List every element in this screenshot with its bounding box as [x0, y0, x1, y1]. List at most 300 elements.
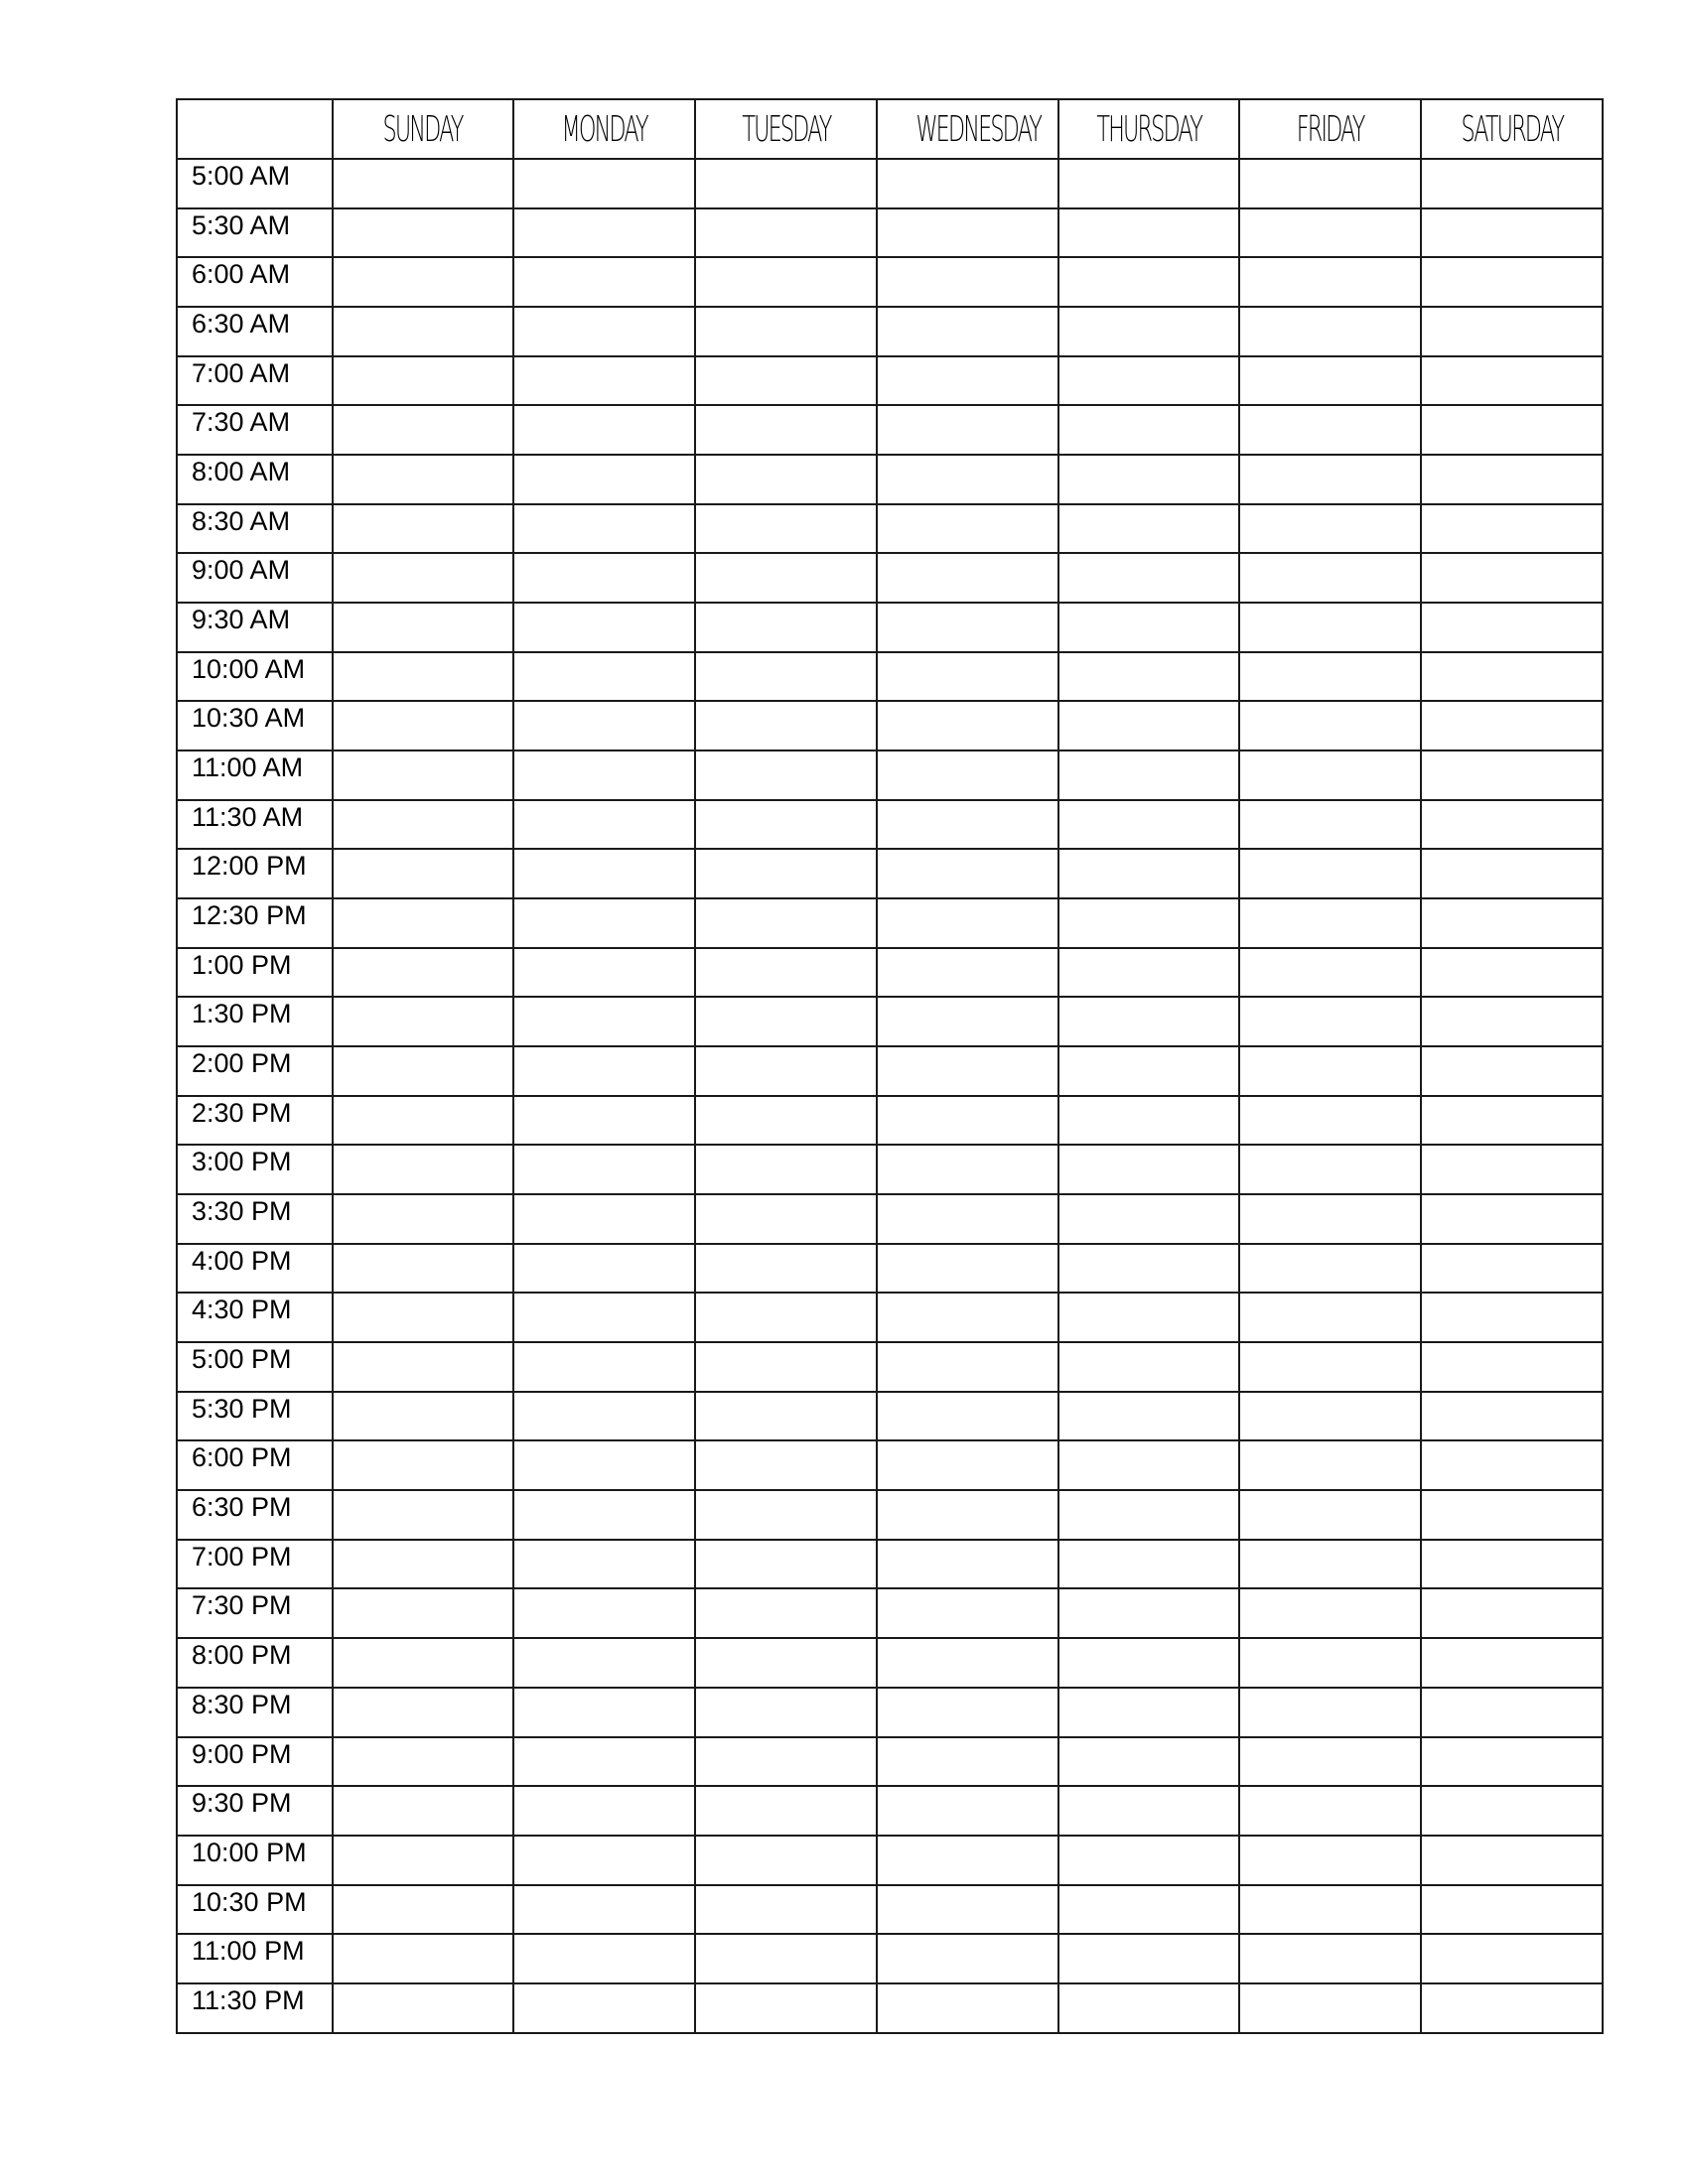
time-label: 10:30 AM: [177, 701, 333, 751]
schedule-cell[interactable]: [333, 1885, 514, 1935]
schedule-cell[interactable]: [513, 1244, 695, 1294]
schedule-cell[interactable]: [877, 603, 1058, 652]
schedule-cell[interactable]: [1421, 1540, 1603, 1589]
schedule-cell[interactable]: [1058, 405, 1240, 455]
schedule-cell[interactable]: [333, 1934, 514, 1983]
schedule-cell[interactable]: [333, 257, 514, 307]
schedule-cell[interactable]: [695, 504, 877, 554]
time-label: 11:30 AM: [177, 800, 333, 850]
schedule-cell[interactable]: [1421, 1588, 1603, 1638]
schedule-cell[interactable]: [333, 455, 514, 504]
schedule-cell[interactable]: [1058, 800, 1240, 850]
schedule-cell[interactable]: [333, 898, 514, 948]
schedule-cell[interactable]: [1058, 1096, 1240, 1146]
schedule-cell[interactable]: [695, 1244, 877, 1294]
schedule-cell[interactable]: [695, 1836, 877, 1885]
schedule-cell[interactable]: [1421, 1293, 1603, 1342]
schedule-cell[interactable]: [513, 1490, 695, 1540]
schedule-cell[interactable]: [1421, 1244, 1603, 1294]
schedule-cell[interactable]: [513, 701, 695, 751]
schedule-cell[interactable]: [513, 1934, 695, 1983]
schedule-cell[interactable]: [1058, 1342, 1240, 1392]
schedule-cell[interactable]: [333, 208, 514, 258]
schedule-cell[interactable]: [513, 652, 695, 702]
schedule-cell[interactable]: [1239, 1885, 1421, 1935]
schedule-cell[interactable]: [333, 652, 514, 702]
schedule-cell[interactable]: [513, 1046, 695, 1096]
schedule-cell[interactable]: [1239, 652, 1421, 702]
schedule-cell[interactable]: [333, 159, 514, 208]
schedule-cell[interactable]: [1239, 1983, 1421, 2033]
schedule-cell[interactable]: [877, 1046, 1058, 1096]
schedule-cell[interactable]: [1239, 159, 1421, 208]
schedule-cell[interactable]: [333, 1786, 514, 1836]
schedule-cell[interactable]: [1239, 1244, 1421, 1294]
schedule-cell[interactable]: [333, 751, 514, 800]
schedule-cell[interactable]: [333, 997, 514, 1046]
schedule-cell[interactable]: [695, 1638, 877, 1688]
schedule-cell[interactable]: [333, 1096, 514, 1146]
schedule-cell[interactable]: [1421, 1688, 1603, 1737]
schedule-cell[interactable]: [1239, 948, 1421, 998]
schedule-cell[interactable]: [333, 1588, 514, 1638]
schedule-cell[interactable]: [1239, 1046, 1421, 1096]
schedule-cell[interactable]: [1058, 948, 1240, 998]
schedule-cell[interactable]: [1421, 307, 1603, 356]
schedule-cell[interactable]: [513, 849, 695, 898]
time-slot-row: [177, 948, 1603, 998]
schedule-cell[interactable]: [877, 455, 1058, 504]
schedule-cell[interactable]: [877, 948, 1058, 998]
schedule-cell[interactable]: [1421, 1096, 1603, 1146]
schedule-cell[interactable]: [1421, 159, 1603, 208]
schedule-cell[interactable]: [695, 1688, 877, 1737]
schedule-cell[interactable]: [1239, 1293, 1421, 1342]
schedule-cell[interactable]: [1421, 553, 1603, 603]
schedule-cell[interactable]: [877, 1145, 1058, 1194]
schedule-cell[interactable]: [513, 1688, 695, 1737]
schedule-cell[interactable]: [1058, 849, 1240, 898]
schedule-cell[interactable]: [1421, 1638, 1603, 1688]
time-slot-row: [177, 898, 1603, 948]
schedule-cell[interactable]: [333, 307, 514, 356]
day-header-thursday: [1058, 99, 1240, 159]
schedule-cell[interactable]: [695, 751, 877, 800]
schedule-cell[interactable]: [513, 1983, 695, 2033]
schedule-cell[interactable]: [1421, 1934, 1603, 1983]
schedule-cell[interactable]: [333, 1540, 514, 1589]
schedule-cell[interactable]: [1239, 257, 1421, 307]
schedule-cell[interactable]: [877, 1293, 1058, 1342]
schedule-cell[interactable]: [1239, 504, 1421, 554]
schedule-cell[interactable]: [695, 898, 877, 948]
schedule-cell[interactable]: [513, 455, 695, 504]
time-label: 7:30 PM: [177, 1588, 333, 1638]
schedule-cell[interactable]: [333, 1983, 514, 2033]
schedule-cell[interactable]: [695, 1046, 877, 1096]
schedule-cell[interactable]: [1421, 1440, 1603, 1490]
schedule-cell[interactable]: [877, 1244, 1058, 1294]
schedule-cell[interactable]: [513, 1096, 695, 1146]
schedule-cell[interactable]: [333, 800, 514, 850]
schedule-cell[interactable]: [333, 1145, 514, 1194]
schedule-cell[interactable]: [513, 1194, 695, 1244]
schedule-cell[interactable]: [877, 553, 1058, 603]
schedule-cell[interactable]: [1239, 1836, 1421, 1885]
schedule-cell[interactable]: [695, 603, 877, 652]
schedule-cell[interactable]: [877, 1440, 1058, 1490]
schedule-cell[interactable]: [1239, 1638, 1421, 1688]
schedule-cell[interactable]: [877, 898, 1058, 948]
schedule-cell[interactable]: [333, 356, 514, 406]
schedule-cell[interactable]: [333, 405, 514, 455]
schedule-cell[interactable]: [695, 1540, 877, 1589]
schedule-cell[interactable]: [695, 1588, 877, 1638]
schedule-cell[interactable]: [1058, 1786, 1240, 1836]
schedule-cell[interactable]: [1239, 1490, 1421, 1540]
time-slot-row: [177, 1836, 1603, 1885]
schedule-cell[interactable]: [1058, 356, 1240, 406]
schedule-cell[interactable]: [1421, 1342, 1603, 1392]
schedule-cell[interactable]: [1058, 1688, 1240, 1737]
time-label: 7:00 AM: [177, 356, 333, 406]
schedule-cell[interactable]: [695, 1885, 877, 1935]
schedule-cell[interactable]: [513, 208, 695, 258]
schedule-cell[interactable]: [695, 1145, 877, 1194]
schedule-cell[interactable]: [877, 652, 1058, 702]
schedule-cell[interactable]: [1058, 997, 1240, 1046]
schedule-cell[interactable]: [1239, 1440, 1421, 1490]
schedule-cell[interactable]: [1239, 1786, 1421, 1836]
schedule-cell[interactable]: [1058, 504, 1240, 554]
schedule-cell[interactable]: [513, 1885, 695, 1935]
schedule-cell[interactable]: [1421, 208, 1603, 258]
schedule-cell[interactable]: [1239, 405, 1421, 455]
schedule-cell[interactable]: [695, 1194, 877, 1244]
schedule-cell[interactable]: [1058, 1145, 1240, 1194]
schedule-cell[interactable]: [1421, 356, 1603, 406]
schedule-cell[interactable]: [877, 1490, 1058, 1540]
schedule-cell[interactable]: [333, 1440, 514, 1490]
schedule-cell[interactable]: [695, 159, 877, 208]
schedule-cell[interactable]: [1239, 307, 1421, 356]
schedule-cell[interactable]: [695, 997, 877, 1046]
schedule-cell[interactable]: [1239, 997, 1421, 1046]
schedule-cell[interactable]: [1058, 1737, 1240, 1787]
schedule-cell[interactable]: [877, 701, 1058, 751]
schedule-cell[interactable]: [1421, 849, 1603, 898]
schedule-cell[interactable]: [1058, 1392, 1240, 1441]
schedule-cell[interactable]: [333, 1194, 514, 1244]
schedule-cell[interactable]: [1058, 1588, 1240, 1638]
time-slot-row: [177, 405, 1603, 455]
time-slot-row: [177, 1194, 1603, 1244]
schedule-cell[interactable]: [695, 701, 877, 751]
schedule-cell[interactable]: [1421, 257, 1603, 307]
schedule-cell[interactable]: [1058, 1885, 1240, 1935]
schedule-cell[interactable]: [513, 257, 695, 307]
schedule-cell[interactable]: [1058, 257, 1240, 307]
schedule-cell[interactable]: [513, 751, 695, 800]
schedule-cell[interactable]: [513, 159, 695, 208]
schedule-cell[interactable]: [695, 208, 877, 258]
schedule-cell[interactable]: [513, 1737, 695, 1787]
time-slot-row: [177, 1737, 1603, 1787]
schedule-cell[interactable]: [333, 553, 514, 603]
schedule-cell[interactable]: [695, 948, 877, 998]
time-slot-row: [177, 849, 1603, 898]
schedule-cell[interactable]: [695, 652, 877, 702]
schedule-cell[interactable]: [1421, 1046, 1603, 1096]
schedule-cell[interactable]: [513, 1392, 695, 1441]
schedule-cell[interactable]: [1239, 1934, 1421, 1983]
time-label: 4:30 PM: [177, 1293, 333, 1342]
schedule-cell[interactable]: [333, 1490, 514, 1540]
day-label: SATURDAY: [1461, 108, 1563, 150]
time-label: 8:00 AM: [177, 455, 333, 504]
schedule-cell[interactable]: [1421, 652, 1603, 702]
schedule-cell[interactable]: [1421, 603, 1603, 652]
schedule-cell[interactable]: [1239, 800, 1421, 850]
schedule-cell[interactable]: [1239, 1392, 1421, 1441]
schedule-cell[interactable]: [1239, 1688, 1421, 1737]
schedule-cell[interactable]: [695, 1737, 877, 1787]
schedule-cell[interactable]: [513, 356, 695, 406]
schedule-cell[interactable]: [1421, 1392, 1603, 1441]
schedule-cell[interactable]: [333, 504, 514, 554]
schedule-cell[interactable]: [877, 849, 1058, 898]
schedule-cell[interactable]: [513, 800, 695, 850]
schedule-cell[interactable]: [1058, 1836, 1240, 1885]
schedule-cell[interactable]: [1058, 751, 1240, 800]
schedule-cell[interactable]: [333, 1244, 514, 1294]
schedule-cell[interactable]: [877, 405, 1058, 455]
schedule-cell[interactable]: [695, 1983, 877, 2033]
schedule-cell[interactable]: [333, 849, 514, 898]
schedule-cell[interactable]: [1239, 849, 1421, 898]
schedule-cell[interactable]: [877, 307, 1058, 356]
schedule-cell[interactable]: [877, 1638, 1058, 1688]
schedule-cell[interactable]: [333, 1046, 514, 1096]
schedule-cell[interactable]: [1421, 1885, 1603, 1935]
schedule-cell[interactable]: [695, 1293, 877, 1342]
schedule-cell[interactable]: [695, 849, 877, 898]
schedule-cell[interactable]: [1058, 1440, 1240, 1490]
schedule-cell[interactable]: [333, 1638, 514, 1688]
schedule-cell[interactable]: [877, 1885, 1058, 1935]
schedule-cell[interactable]: [1058, 1638, 1240, 1688]
schedule-cell[interactable]: [1239, 1145, 1421, 1194]
schedule-cell[interactable]: [1239, 1588, 1421, 1638]
schedule-cell[interactable]: [1058, 1293, 1240, 1342]
time-label: 9:00 AM: [177, 553, 333, 603]
schedule-cell[interactable]: [1058, 1540, 1240, 1589]
schedule-cell[interactable]: [1421, 1490, 1603, 1540]
schedule-cell[interactable]: [1239, 356, 1421, 406]
schedule-cell[interactable]: [333, 1688, 514, 1737]
schedule-cell[interactable]: [877, 356, 1058, 406]
schedule-cell[interactable]: [513, 1786, 695, 1836]
schedule-cell[interactable]: [333, 1836, 514, 1885]
schedule-cell[interactable]: [877, 1588, 1058, 1638]
schedule-cell[interactable]: [1058, 553, 1240, 603]
schedule-cell[interactable]: [1421, 701, 1603, 751]
schedule-cell[interactable]: [877, 504, 1058, 554]
time-label: 10:00 PM: [177, 1836, 333, 1885]
schedule-cell[interactable]: [333, 1293, 514, 1342]
schedule-cell[interactable]: [1421, 898, 1603, 948]
schedule-cell[interactable]: [877, 997, 1058, 1046]
schedule-cell[interactable]: [1421, 1983, 1603, 2033]
schedule-cell[interactable]: [1058, 455, 1240, 504]
schedule-cell[interactable]: [513, 1440, 695, 1490]
schedule-cell[interactable]: [877, 1983, 1058, 2033]
schedule-cell[interactable]: [877, 1934, 1058, 1983]
time-label: 6:00 AM: [177, 257, 333, 307]
schedule-cell[interactable]: [1058, 1934, 1240, 1983]
time-slot-row: [177, 1293, 1603, 1342]
schedule-cell[interactable]: [513, 405, 695, 455]
schedule-cell[interactable]: [695, 1934, 877, 1983]
schedule-cell[interactable]: [1421, 455, 1603, 504]
schedule-cell[interactable]: [1239, 1540, 1421, 1589]
schedule-cell[interactable]: [1239, 1194, 1421, 1244]
schedule-cell[interactable]: [1239, 455, 1421, 504]
schedule-cell[interactable]: [877, 1836, 1058, 1885]
schedule-cell[interactable]: [513, 553, 695, 603]
time-label: 4:00 PM: [177, 1244, 333, 1294]
schedule-cell[interactable]: [695, 1490, 877, 1540]
schedule-cell[interactable]: [513, 997, 695, 1046]
schedule-cell[interactable]: [1058, 159, 1240, 208]
time-slot-row: [177, 1786, 1603, 1836]
schedule-cell[interactable]: [513, 1540, 695, 1589]
schedule-cell[interactable]: [513, 1342, 695, 1392]
time-label: 2:00 PM: [177, 1046, 333, 1096]
schedule-cell[interactable]: [1239, 1342, 1421, 1392]
schedule-cell[interactable]: [877, 257, 1058, 307]
schedule-cell[interactable]: [1058, 307, 1240, 356]
schedule-cell[interactable]: [877, 208, 1058, 258]
schedule-cell[interactable]: [877, 1096, 1058, 1146]
schedule-cell[interactable]: [1421, 800, 1603, 850]
schedule-cell[interactable]: [877, 1737, 1058, 1787]
schedule-cell[interactable]: [695, 1786, 877, 1836]
schedule-cell[interactable]: [1421, 1786, 1603, 1836]
schedule-cell[interactable]: [877, 1688, 1058, 1737]
schedule-cell[interactable]: [1239, 751, 1421, 800]
schedule-cell[interactable]: [1058, 208, 1240, 258]
schedule-cell[interactable]: [1421, 504, 1603, 554]
schedule-cell[interactable]: [333, 948, 514, 998]
schedule-cell[interactable]: [513, 307, 695, 356]
schedule-cell[interactable]: [695, 1096, 877, 1146]
schedule-cell[interactable]: [1421, 1194, 1603, 1244]
schedule-cell[interactable]: [513, 1293, 695, 1342]
schedule-cell[interactable]: [695, 1392, 877, 1441]
schedule-cell[interactable]: [1058, 652, 1240, 702]
schedule-cell[interactable]: [1239, 553, 1421, 603]
schedule-cell[interactable]: [513, 1588, 695, 1638]
schedule-cell[interactable]: [1421, 1836, 1603, 1885]
schedule-cell[interactable]: [877, 751, 1058, 800]
schedule-cell[interactable]: [513, 504, 695, 554]
schedule-cell[interactable]: [1058, 1046, 1240, 1096]
day-label: FRIDAY: [1296, 108, 1364, 150]
schedule-cell[interactable]: [1421, 751, 1603, 800]
schedule-cell[interactable]: [1058, 603, 1240, 652]
schedule-cell[interactable]: [695, 356, 877, 406]
day-header-saturday: [1421, 99, 1603, 159]
schedule-cell[interactable]: [513, 603, 695, 652]
schedule-cell[interactable]: [695, 1342, 877, 1392]
schedule-cell[interactable]: [333, 603, 514, 652]
time-label: 9:30 AM: [177, 603, 333, 652]
schedule-cell[interactable]: [1058, 1244, 1240, 1294]
schedule-cell[interactable]: [877, 1786, 1058, 1836]
weekly-planner-table: [176, 98, 1604, 2034]
schedule-cell[interactable]: [333, 1737, 514, 1787]
schedule-cell[interactable]: [1058, 898, 1240, 948]
schedule-cell[interactable]: [1239, 603, 1421, 652]
time-slot-row: [177, 307, 1603, 356]
schedule-cell[interactable]: [1421, 405, 1603, 455]
schedule-cell[interactable]: [1239, 1737, 1421, 1787]
schedule-cell[interactable]: [877, 1540, 1058, 1589]
schedule-cell[interactable]: [333, 701, 514, 751]
schedule-cell[interactable]: [1421, 948, 1603, 998]
schedule-cell[interactable]: [1421, 997, 1603, 1046]
schedule-cell[interactable]: [513, 1638, 695, 1688]
time-slot-row: [177, 1934, 1603, 1983]
time-label: 8:30 AM: [177, 504, 333, 554]
schedule-cell[interactable]: [695, 307, 877, 356]
schedule-cell[interactable]: [1421, 1145, 1603, 1194]
schedule-cell[interactable]: [695, 1440, 877, 1490]
schedule-cell[interactable]: [1421, 1737, 1603, 1787]
schedule-cell[interactable]: [1058, 701, 1240, 751]
schedule-cell[interactable]: [333, 1342, 514, 1392]
schedule-cell[interactable]: [1239, 1096, 1421, 1146]
time-label: 5:30 AM: [177, 208, 333, 258]
schedule-cell[interactable]: [877, 800, 1058, 850]
time-slot-row: [177, 1490, 1603, 1540]
schedule-cell[interactable]: [695, 257, 877, 307]
time-slot-row: [177, 1540, 1603, 1589]
schedule-cell[interactable]: [513, 898, 695, 948]
schedule-cell[interactable]: [1239, 701, 1421, 751]
schedule-cell[interactable]: [695, 455, 877, 504]
schedule-cell[interactable]: [513, 1145, 695, 1194]
time-label: 6:00 PM: [177, 1440, 333, 1490]
schedule-cell[interactable]: [877, 1342, 1058, 1392]
schedule-cell[interactable]: [877, 1194, 1058, 1244]
schedule-cell[interactable]: [695, 553, 877, 603]
schedule-cell[interactable]: [1239, 208, 1421, 258]
schedule-cell[interactable]: [877, 1392, 1058, 1441]
schedule-cell[interactable]: [1058, 1983, 1240, 2033]
schedule-cell[interactable]: [1239, 898, 1421, 948]
schedule-cell[interactable]: [695, 405, 877, 455]
schedule-cell[interactable]: [333, 1392, 514, 1441]
schedule-cell[interactable]: [877, 159, 1058, 208]
schedule-cell[interactable]: [1058, 1490, 1240, 1540]
schedule-cell[interactable]: [513, 948, 695, 998]
schedule-cell[interactable]: [695, 800, 877, 850]
time-slot-row: [177, 1638, 1603, 1688]
schedule-cell[interactable]: [1058, 1194, 1240, 1244]
schedule-cell[interactable]: [513, 1836, 695, 1885]
